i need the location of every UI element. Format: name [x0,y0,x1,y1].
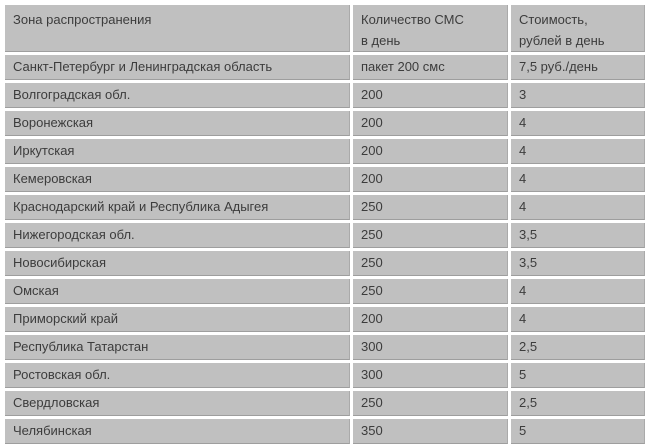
cost-cell: 3 [511,83,645,108]
sms-cell: 250 [353,195,508,220]
sms-cell: 250 [353,251,508,276]
cost-cell: 4 [511,139,645,164]
zone-cell: Приморский край [5,307,350,332]
zone-cell: Новосибирская [5,251,350,276]
sms-cell: 300 [353,363,508,388]
sms-cell: 200 [353,167,508,192]
zone-cell: Иркутская [5,139,350,164]
sms-cell: 250 [353,223,508,248]
cost-cell: 2,5 [511,391,645,416]
sms-cell: 200 [353,307,508,332]
column-header-cost [511,5,645,52]
column-header-cost-line1: Стоимость, [519,12,588,27]
header-row [5,5,645,52]
table-row [5,335,645,360]
cost-cell: 4 [511,167,645,192]
table-row [5,363,645,388]
cost-cell: 4 [511,111,645,136]
table-row [5,279,645,304]
zone-cell: Санкт-Петербург и Ленинградская область [5,55,350,80]
table-row [5,111,645,136]
zone-cell: Челябинская [5,419,350,444]
sms-cell: 200 [353,139,508,164]
zone-cell: Краснодарский край и Республика Адыгея [5,195,350,220]
sms-cell: 250 [353,279,508,304]
sms-cell: 250 [353,391,508,416]
table-row [5,83,645,108]
cost-cell: 3,5 [511,251,645,276]
zone-cell: Волгоградская обл. [5,83,350,108]
cost-cell: 5 [511,419,645,444]
cost-cell: 5 [511,363,645,388]
sms-cell: 200 [353,83,508,108]
table-row [5,55,645,80]
table-row [5,251,645,276]
zone-cell: Нижегородская обл. [5,223,350,248]
column-header-zone [5,5,350,52]
column-header-sms-line1: Количество СМС [361,12,464,27]
zone-cell: Кемеровская [5,167,350,192]
table-row [5,195,645,220]
cost-cell: 4 [511,195,645,220]
column-header-cost-line2: рублей в день [519,33,605,48]
table-row [5,167,645,192]
sms-cell: 300 [353,335,508,360]
zone-cell: Свердловская [5,391,350,416]
zone-cell: Республика Татарстан [5,335,350,360]
cost-cell: 4 [511,307,645,332]
cost-cell: 4 [511,279,645,304]
table-row [5,307,645,332]
sms-cell: 200 [353,111,508,136]
column-header-sms [353,5,508,52]
table-row [5,391,645,416]
zone-cell: Ростовская обл. [5,363,350,388]
column-header-sms-line2: в день [361,33,401,48]
table-row [5,139,645,164]
zone-cell: Воронежская [5,111,350,136]
cost-cell: 2,5 [511,335,645,360]
sms-cell: 350 [353,419,508,444]
tariff-table [2,2,648,447]
zone-cell: Омская [5,279,350,304]
sms-cell: пакет 200 смс [353,55,508,80]
cost-cell: 7,5 руб./день [511,55,645,80]
cost-cell: 3,5 [511,223,645,248]
table-row [5,419,645,444]
table-row [5,223,645,248]
column-header-zone-line1: Зона распространения [13,12,152,27]
